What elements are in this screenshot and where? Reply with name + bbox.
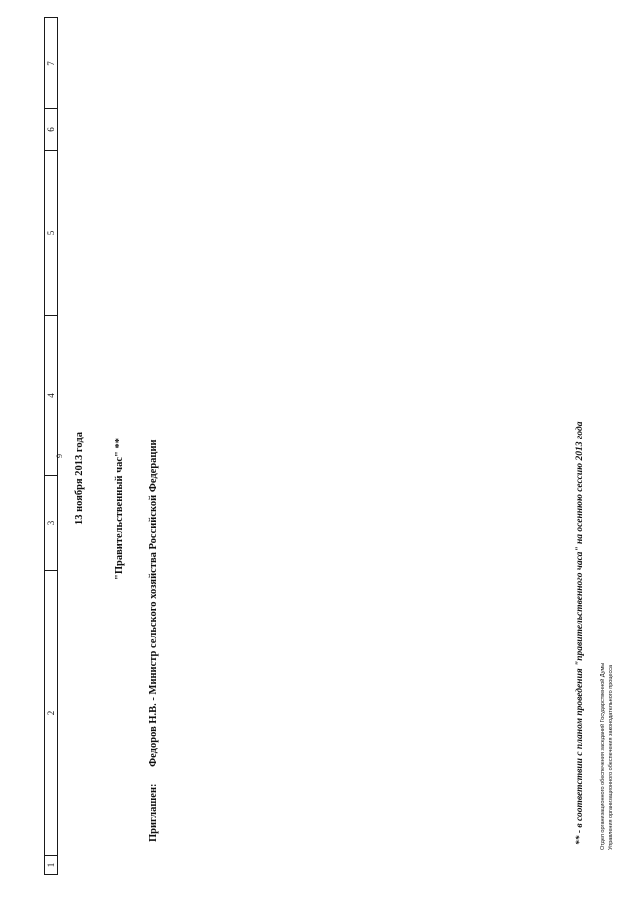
invited-row [148,439,159,842]
column-number-4: 4 [45,316,57,476]
session-date: 13 ноября 2013 года [74,432,85,525]
department-line-2: Управления организационного обеспечения законодательного процесса [608,664,614,850]
column-number-1: 1 [46,862,56,868]
column-number-7: 7 [45,19,57,109]
column-number-2: 2 [45,571,57,856]
invited-person: Федоров Н.В. - Министр сельского хозяйства Российской Федерации [148,439,159,767]
column-number-3: 3 [45,476,57,571]
table-column-numbers-row [44,17,58,875]
department-line-1: Отдел организационного обеспечения заседаний Государственной Думы [600,662,606,850]
footnote: ** - в соответствии с планом проведения "правительственного часа" на осеннюю сессию 2013 года [575,421,585,845]
page-number: 9 [55,454,64,458]
event-title: "Правительственный час" ** [114,438,125,580]
invited-label: Приглашен: [148,783,159,842]
column-number-6: 6 [45,109,57,151]
column-number-5: 5 [45,151,57,316]
